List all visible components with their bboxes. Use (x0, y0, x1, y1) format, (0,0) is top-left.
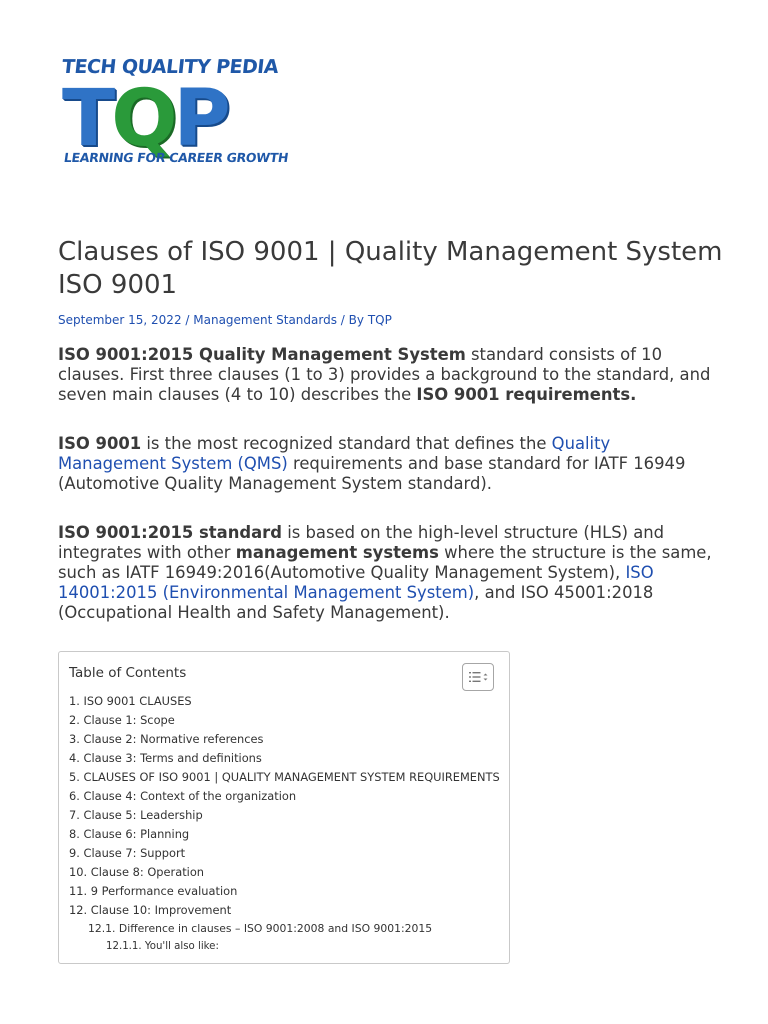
toc-toggle-button[interactable] (462, 663, 494, 691)
by-prefix: / By (336, 313, 368, 327)
link-label: ISO 9001 (58, 434, 142, 453)
toc-link[interactable]: 3. Clause 2: Normative references (69, 732, 264, 746)
toc-subsubitem (69, 938, 500, 956)
toc-link[interactable]: 1. ISO 9001 CLAUSES (69, 694, 192, 708)
toc-link[interactable]: 10. Clause 8: Operation (69, 865, 205, 879)
post-meta (58, 313, 392, 327)
hls-paragraph (58, 523, 718, 623)
qms-link[interactable]: Quality Management System (QMS) (58, 434, 611, 473)
intro-paragraph (58, 345, 718, 405)
paragraph-text: is the most recognized standard that defines the (141, 434, 552, 453)
list-toggle-icon (469, 671, 489, 683)
toc-link[interactable]: 8. Clause 6: Planning (69, 827, 190, 841)
paragraph-text: where the structure is the same, such as IATF 16949:2016(Automotive Quality Management System), (58, 543, 712, 582)
bold-text: ISO 9001:2015 Quality Management System (58, 345, 466, 364)
toc-item (69, 768, 500, 787)
meta-separator: / (181, 313, 194, 327)
toc-link[interactable]: 4. Clause 3: Terms and definitions (69, 751, 262, 765)
toc-item (69, 844, 500, 863)
category-link[interactable]: Management Standards (193, 313, 337, 327)
toc-item (69, 787, 500, 806)
toc-item (69, 806, 500, 825)
toc-item (69, 901, 500, 920)
paragraph-text: standard consists of 10 clauses. First three clauses (1 to 3) provides a background to the standard, and seven main clauses (4 to 10) describes the (58, 345, 711, 404)
toc-item (69, 711, 500, 730)
toc-item (69, 749, 500, 768)
logo-top-text: TECH QUALITY PEDIA (60, 56, 280, 78)
site-logo[interactable] (58, 50, 290, 175)
toc-item (69, 825, 500, 844)
bold-text: ISO 9001 requirements. (416, 385, 637, 404)
toc-item (69, 692, 500, 711)
author-link[interactable]: TQP (367, 313, 392, 327)
logo-letter-q: Q (111, 74, 174, 164)
page-title: Clauses of ISO 9001 | Quality Management System ISO 9001 (58, 237, 723, 300)
toc-link[interactable]: 11. 9 Performance evaluation (69, 884, 238, 898)
toc-subitem (69, 920, 500, 938)
bold-text: ISO 9001:2015 standard (58, 523, 282, 542)
toc-title: Table of Contents (69, 665, 187, 681)
toc-link[interactable]: 12.1. Difference in clauses – ISO 9001:2008 and ISO 9001:2015 (88, 922, 433, 935)
paragraph-text: is based on the high-level structure (HLS) and integrates with other (58, 523, 665, 562)
toc-link[interactable]: 6. Clause 4: Context of the organization (69, 789, 297, 803)
toc-item (69, 882, 500, 901)
iso-14001-link[interactable]: ISO 14001:2015 (Environmental Management System) (58, 563, 654, 602)
paragraph-text: requirements and base standard for IATF 16949 (Automotive Quality Management System standard). (58, 454, 686, 493)
toc-item (69, 730, 500, 749)
toc-link[interactable]: 2. Clause 1: Scope (69, 713, 175, 727)
post-date-link[interactable]: September 15, 2022 (58, 313, 182, 327)
iso-9001-link[interactable] (58, 434, 141, 453)
logo-tagline: LEARNING FOR CAREER GROWTH (62, 150, 290, 165)
bold-text: management systems (235, 543, 439, 562)
toc-link[interactable]: 12.1.1. You'll also like: (106, 941, 219, 952)
logo-letter-p: P (173, 74, 227, 164)
toc-link[interactable]: 5. CLAUSES OF ISO 9001 | QUALITY MANAGEMENT SYSTEM REQUIREMENTS (69, 770, 500, 784)
toc-link[interactable]: 9. Clause 7: Support (69, 846, 186, 860)
toc-link[interactable]: 12. Clause 10: Improvement (69, 903, 232, 917)
toc-item (69, 863, 500, 882)
iso-9001-paragraph (58, 434, 718, 494)
toc-list (69, 692, 500, 956)
logo-letter-t: T (62, 74, 112, 164)
paragraph-text: , and ISO 45001:2018 (Occupational Health and Safety Management). (58, 583, 654, 622)
toc-link[interactable]: 7. Clause 5: Leadership (69, 808, 203, 822)
table-of-contents (58, 651, 510, 964)
